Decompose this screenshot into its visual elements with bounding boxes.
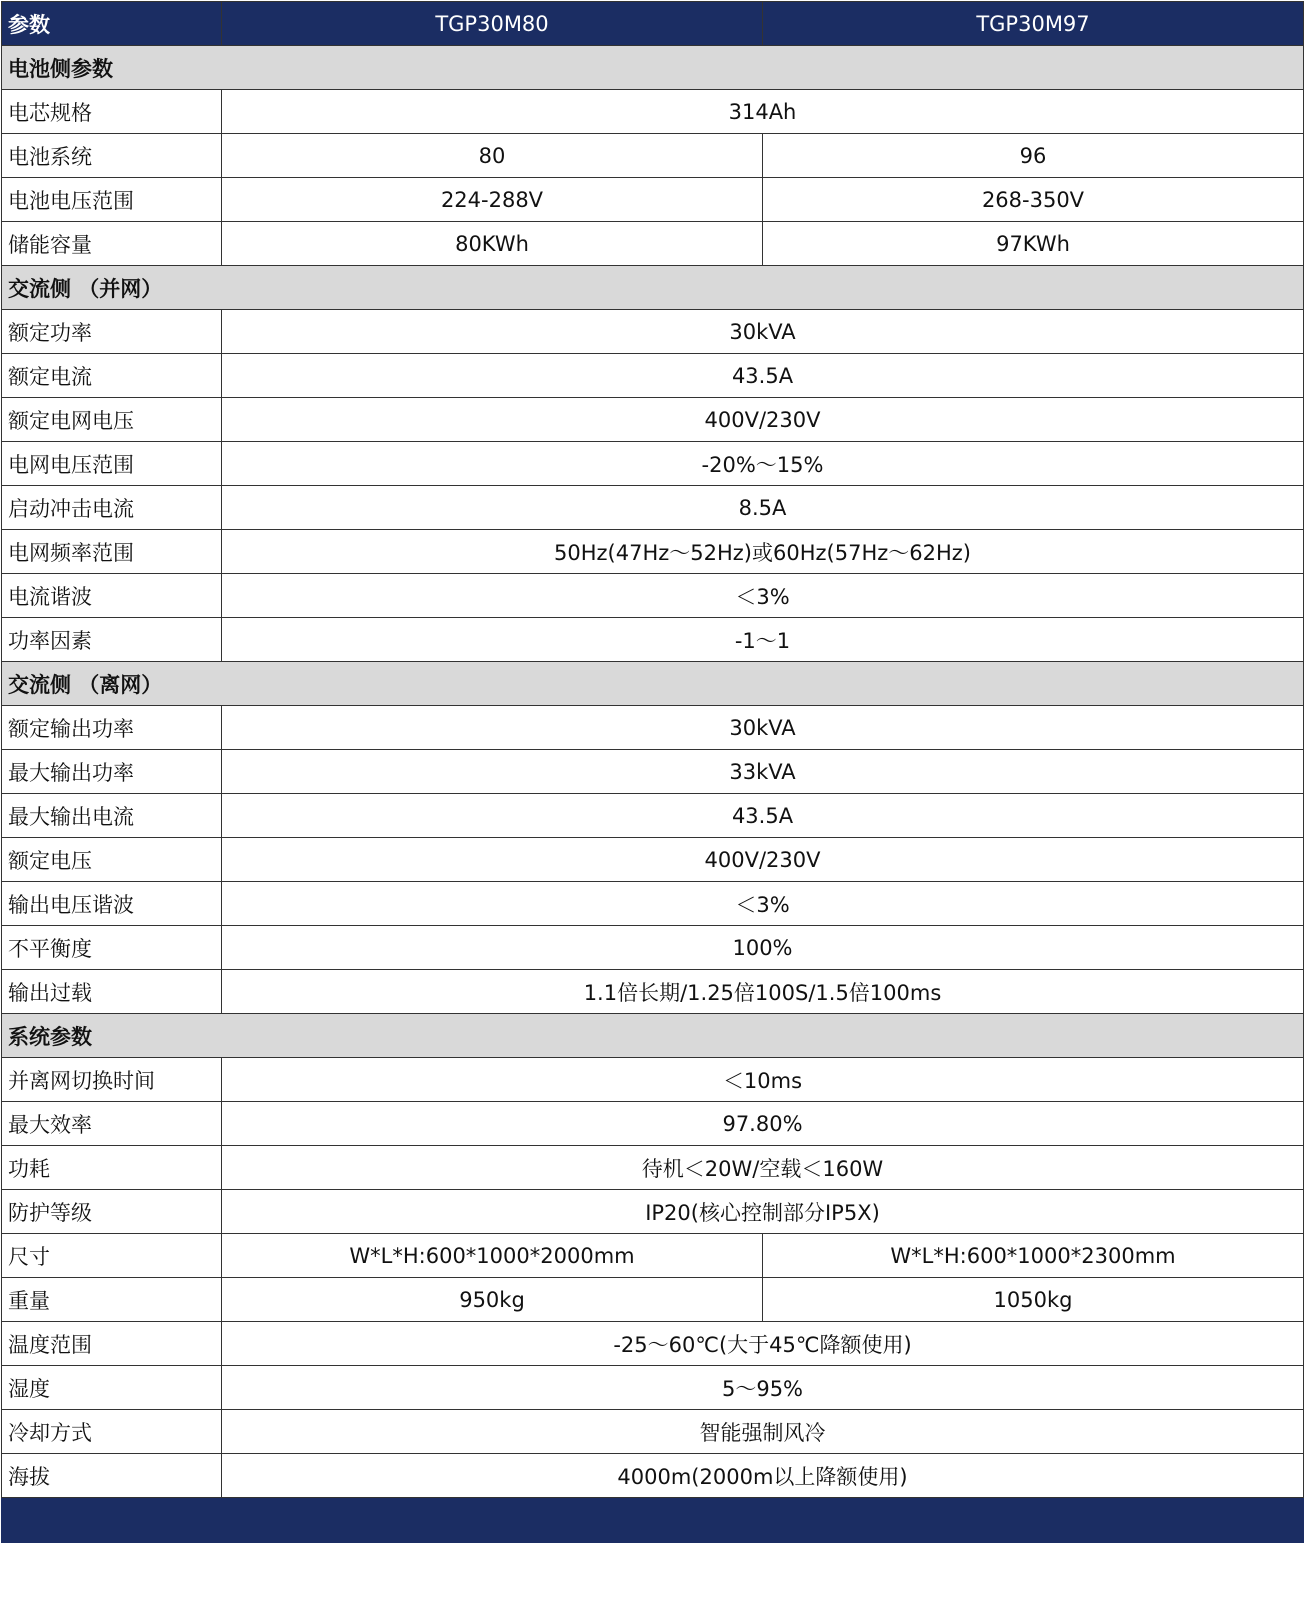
param-value: 待机＜20W/空载＜160W <box>222 1146 1304 1190</box>
param-value: 33kVA <box>222 750 1304 794</box>
param-value: 43.5A <box>222 354 1304 398</box>
table-row <box>2 794 1304 838</box>
param-value: W*L*H:600*1000*2000mm <box>222 1234 763 1278</box>
param-value: 400V/230V <box>222 838 1304 882</box>
param-label: 防护等级 <box>2 1190 222 1234</box>
table-row <box>2 90 1304 134</box>
table-row <box>2 882 1304 926</box>
table-row <box>2 574 1304 618</box>
param-label: 重量 <box>2 1278 222 1322</box>
param-value: ＜10ms <box>222 1058 1304 1102</box>
param-label: 不平衡度 <box>2 926 222 970</box>
section-row <box>2 662 1304 706</box>
table-row <box>2 926 1304 970</box>
param-label: 最大输出功率 <box>2 750 222 794</box>
table-row <box>2 1146 1304 1190</box>
table-row <box>2 1058 1304 1102</box>
table-row <box>2 310 1304 354</box>
param-label: 电网频率范围 <box>2 530 222 574</box>
table-row <box>2 442 1304 486</box>
param-value: 268-350V <box>763 178 1304 222</box>
param-value: IP20(核心控制部分IP5X) <box>222 1190 1304 1234</box>
param-value: 97KWh <box>763 222 1304 266</box>
spec-table <box>1 1 1304 1543</box>
table-row <box>2 970 1304 1014</box>
param-value: 8.5A <box>222 486 1304 530</box>
param-label: 输出电压谐波 <box>2 882 222 926</box>
param-label: 输出过载 <box>2 970 222 1014</box>
param-label: 尺寸 <box>2 1234 222 1278</box>
param-value: 100% <box>222 926 1304 970</box>
param-label: 额定电压 <box>2 838 222 882</box>
section-row <box>2 1014 1304 1058</box>
header-model-2: TGP30M97 <box>763 2 1304 46</box>
table-row <box>2 398 1304 442</box>
param-label: 湿度 <box>2 1366 222 1410</box>
param-label: 最大效率 <box>2 1102 222 1146</box>
param-value: 30kVA <box>222 310 1304 354</box>
table-row <box>2 618 1304 662</box>
table-row <box>2 838 1304 882</box>
table-row <box>2 1278 1304 1322</box>
table-row <box>2 178 1304 222</box>
table-row <box>2 1366 1304 1410</box>
param-value: 224-288V <box>222 178 763 222</box>
param-label: 功耗 <box>2 1146 222 1190</box>
section-row <box>2 46 1304 90</box>
param-value: 智能强制风冷 <box>222 1410 1304 1454</box>
table-row <box>2 1102 1304 1146</box>
param-value: ＜3% <box>222 574 1304 618</box>
param-value: -1～1 <box>222 618 1304 662</box>
param-value: 950kg <box>222 1278 763 1322</box>
param-value: W*L*H:600*1000*2300mm <box>763 1234 1304 1278</box>
table-row <box>2 354 1304 398</box>
param-label: 电芯规格 <box>2 90 222 134</box>
table-row <box>2 1410 1304 1454</box>
param-label: 额定功率 <box>2 310 222 354</box>
table-row <box>2 1322 1304 1366</box>
param-label: 最大输出电流 <box>2 794 222 838</box>
param-value: 43.5A <box>222 794 1304 838</box>
param-value: 96 <box>763 134 1304 178</box>
param-value: 1050kg <box>763 1278 1304 1322</box>
param-value: 50Hz(47Hz～52Hz)或60Hz(57Hz～62Hz) <box>222 530 1304 574</box>
table-row <box>2 1454 1304 1498</box>
param-value: 5～95% <box>222 1366 1304 1410</box>
param-value: 4000m(2000m以上降额使用) <box>222 1454 1304 1498</box>
param-label: 储能容量 <box>2 222 222 266</box>
section-row <box>2 266 1304 310</box>
section-title: 交流侧 （离网） <box>2 662 1304 706</box>
footer-bar <box>2 1498 1304 1543</box>
param-label: 额定输出功率 <box>2 706 222 750</box>
header-param: 参数 <box>2 2 222 46</box>
param-value: -25～60℃(大于45℃降额使用) <box>222 1322 1304 1366</box>
param-label: 启动冲击电流 <box>2 486 222 530</box>
section-title: 电池侧参数 <box>2 46 1304 90</box>
param-value: 1.1倍长期/1.25倍100S/1.5倍100ms <box>222 970 1304 1014</box>
param-value: 314Ah <box>222 90 1304 134</box>
table-row <box>2 706 1304 750</box>
param-label: 电网电压范围 <box>2 442 222 486</box>
param-value: 30kVA <box>222 706 1304 750</box>
spec-table-body <box>2 2 1304 1543</box>
table-row <box>2 1234 1304 1278</box>
table-row <box>2 134 1304 178</box>
param-value: 400V/230V <box>222 398 1304 442</box>
param-label: 海拔 <box>2 1454 222 1498</box>
param-label: 电流谐波 <box>2 574 222 618</box>
param-label: 电池电压范围 <box>2 178 222 222</box>
table-row <box>2 750 1304 794</box>
param-value: -20%～15% <box>222 442 1304 486</box>
table-row <box>2 1190 1304 1234</box>
footer-cell <box>2 1498 1304 1543</box>
param-value: 80KWh <box>222 222 763 266</box>
section-title: 交流侧 （并网） <box>2 266 1304 310</box>
table-row <box>2 486 1304 530</box>
param-value: 80 <box>222 134 763 178</box>
param-label: 冷却方式 <box>2 1410 222 1454</box>
param-label: 并离网切换时间 <box>2 1058 222 1102</box>
param-value: 97.80% <box>222 1102 1304 1146</box>
section-title: 系统参数 <box>2 1014 1304 1058</box>
param-value: ＜3% <box>222 882 1304 926</box>
param-label: 额定电网电压 <box>2 398 222 442</box>
table-row <box>2 530 1304 574</box>
table-row <box>2 222 1304 266</box>
header-row <box>2 2 1304 46</box>
param-label: 电池系统 <box>2 134 222 178</box>
param-label: 额定电流 <box>2 354 222 398</box>
param-label: 功率因素 <box>2 618 222 662</box>
param-label: 温度范围 <box>2 1322 222 1366</box>
header-model-1: TGP30M80 <box>222 2 763 46</box>
